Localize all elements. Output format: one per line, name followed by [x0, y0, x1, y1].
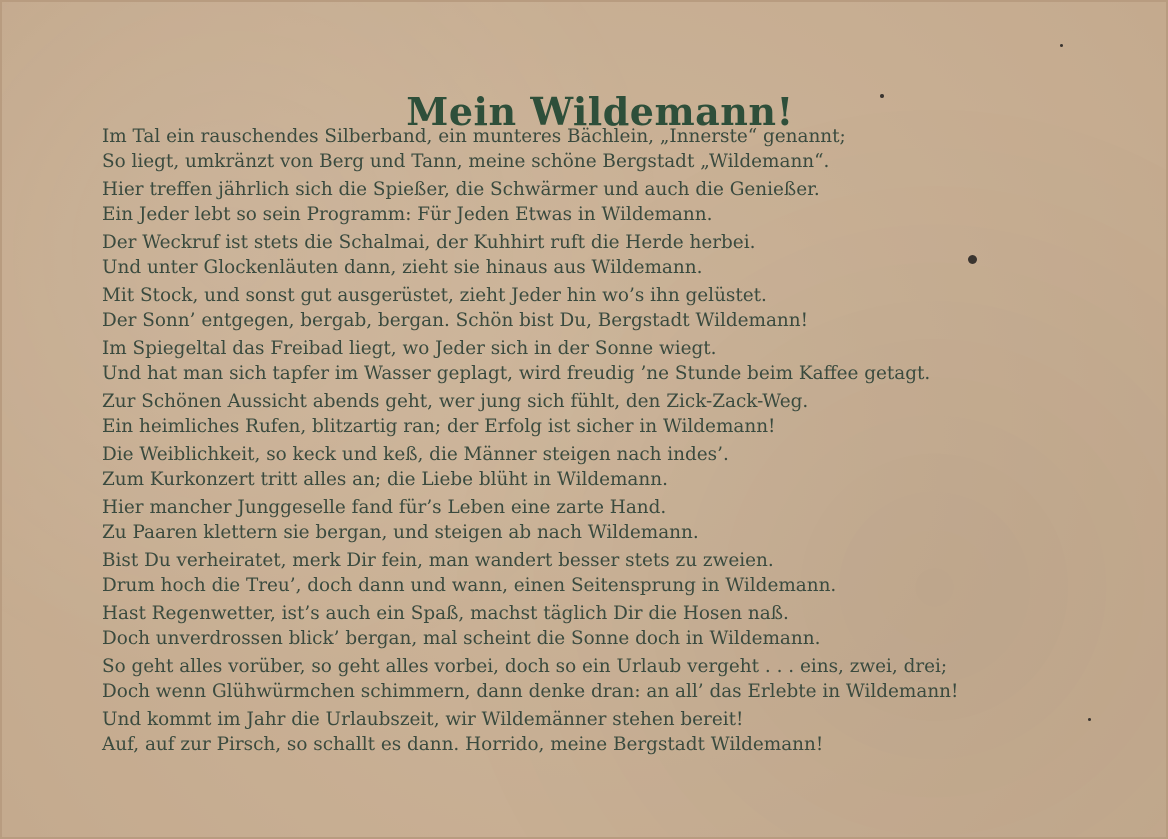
stanza [102, 230, 1142, 280]
poem-line: Die Weiblichkeit, so keck und keß, die Männer steigen nach indes’. [102, 444, 729, 465]
poem-line: Ein heimliches Rufen, blitzartig ran; der Erfolg ist sicher in Wildemann! [102, 416, 776, 437]
poem-line: Doch wenn Glühwürmchen schimmern, dann denke dran: an all’ das Erlebte in Wildemann! [102, 681, 959, 702]
poem-line: Bist Du verheiratet, merk Dir fein, man wandert besser stets zu zweien. [102, 550, 774, 571]
poem-line: Zu Paaren klettern sie bergan, und steigen ab nach Wildemann. [102, 522, 699, 543]
poem-line: Drum hoch die Treu’, doch dann und wann, einen Seitensprung in Wildemann. [102, 575, 837, 596]
poem-body [102, 124, 1142, 760]
poem-line: Zum Kurkonzert tritt alles an; die Liebe blüht in Wildemann. [102, 469, 668, 490]
stanza [102, 442, 1142, 492]
poem-line: Auf, auf zur Pirsch, so schallt es dann. Horrido, meine Bergstadt Wildemann! [102, 734, 824, 755]
stanza [102, 283, 1142, 333]
poem-line: Hier treffen jährlich sich die Spießer, die Schwärmer und auch die Genießer. [102, 179, 820, 200]
stanza [102, 707, 1142, 757]
poem-line: Im Tal ein rauschendes Silberband, ein munteres Bächlein, „Innerste“ genannt; [102, 126, 846, 147]
poem-line: Und unter Glockenläuten dann, zieht sie hinaus aus Wildemann. [102, 257, 703, 278]
poem-line: Doch unverdrossen blick’ bergan, mal scheint die Sonne doch in Wildemann. [102, 628, 821, 649]
stanza [102, 548, 1142, 598]
stanza [102, 124, 1142, 174]
poem-line: Und kommt im Jahr die Urlaubszeit, wir Wildemänner stehen bereit! [102, 709, 744, 730]
stanza [102, 336, 1142, 386]
poem-line: So liegt, umkränzt von Berg und Tann, meine schöne Bergstadt „Wildemann“. [102, 151, 830, 172]
poem-line: Hier mancher Junggeselle fand für’s Leben eine zarte Hand. [102, 497, 667, 518]
poem-title: Mein Wildemann! [406, 89, 794, 135]
stanza [102, 654, 1142, 704]
stanza [102, 601, 1142, 651]
poem-line: Im Spiegeltal das Freibad liegt, wo Jeder sich in der Sonne wiegt. [102, 338, 717, 359]
poem-line: Der Sonn’ entgegen, bergab, bergan. Schön bist Du, Bergstadt Wildemann! [102, 310, 809, 331]
poem-line: So geht alles vorüber, so geht alles vorbei, doch so ein Urlaub vergeht . . . eins, zwei, drei; [102, 656, 948, 677]
stanza [102, 177, 1142, 227]
poem-line: Der Weckruf ist stets die Schalmai, der Kuhhirt ruft die Herde herbei. [102, 232, 756, 253]
paper-speck [1060, 44, 1063, 47]
poem-line: Und hat man sich tapfer im Wasser geplagt, wird freudig ’ne Stunde beim Kaffee getagt. [102, 363, 931, 384]
poem-line: Hast Regenwetter, ist’s auch ein Spaß, machst täglich Dir die Hosen naß. [102, 603, 789, 624]
poem-line: Zur Schönen Aussicht abends geht, wer jung sich fühlt, den Zick-Zack-Weg. [102, 391, 809, 412]
poem-line: Mit Stock, und sonst gut ausgerüstet, zieht Jeder hin wo’s ihn gelüstet. [102, 285, 767, 306]
stanza [102, 389, 1142, 439]
stanza [102, 495, 1142, 545]
poem-line: Ein Jeder lebt so sein Programm: Für Jeden Etwas in Wildemann. [102, 204, 713, 225]
